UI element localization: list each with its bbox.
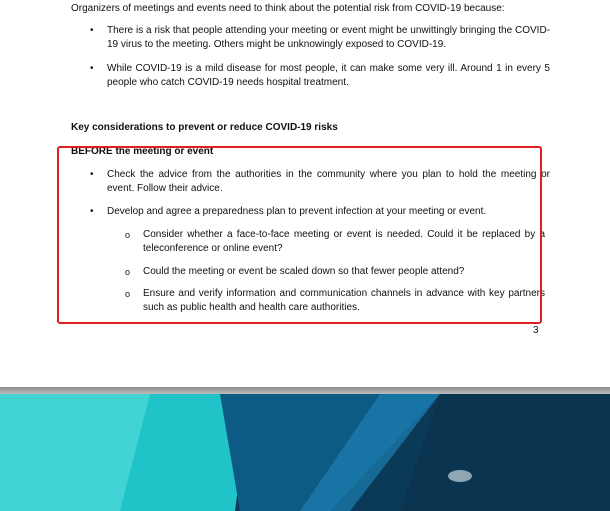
sub-bullet-icon: o [125, 230, 131, 240]
highlight-box [57, 146, 542, 324]
subsection-heading: BEFORE the meeting or event [71, 146, 214, 157]
bullet-icon: • [90, 25, 94, 36]
sub-bullet-icon: o [125, 289, 131, 299]
bullet-text: While COVID-19 is a mild disease for most people, it can make some very ill. Around 1 in every 5 people who catch COVID-19 needs hospital treatment. [107, 63, 550, 88]
bullet-icon: • [90, 63, 94, 74]
decorative-banner [0, 394, 610, 511]
section-heading: Key considerations to prevent or reduce COVID-19 risks [71, 122, 338, 133]
bullet-icon: • [90, 169, 94, 180]
sub-bullet-text: Ensure and verify information and communication channels in advance with key partners such as public health and health care authorities. [143, 288, 545, 313]
sub-bullet-icon: o [125, 267, 131, 277]
page-number: 3 [533, 325, 539, 336]
banner-graphic [0, 394, 610, 511]
intro-paragraph: Organizers of meetings and events need to think about the potential risk from COVID-19 because: [71, 3, 505, 14]
bullet-text: Develop and agree a preparedness plan to prevent infection at your meeting or event. [107, 206, 487, 217]
sub-bullet-text: Consider whether a face-to-face meeting or event is needed. Could it be replaced by a teleconference or online event? [143, 229, 545, 254]
list-item [90, 24, 550, 52]
list-item [90, 62, 550, 90]
page-separator [0, 387, 610, 394]
sub-bullet-text: Could the meeting or event be scaled down so that fewer people attend? [143, 266, 465, 277]
bullet-text: There is a risk that people attending your meeting or event might be unwittingly bringing the COVID-19 virus to the meeting. Others might be unknowingly exposed to COVID-19. [107, 25, 550, 50]
bullet-text: Check the advice from the authorities in the community where you plan to hold the meeting or event. Follow their advice. [107, 169, 550, 194]
bullet-icon: • [90, 206, 94, 217]
